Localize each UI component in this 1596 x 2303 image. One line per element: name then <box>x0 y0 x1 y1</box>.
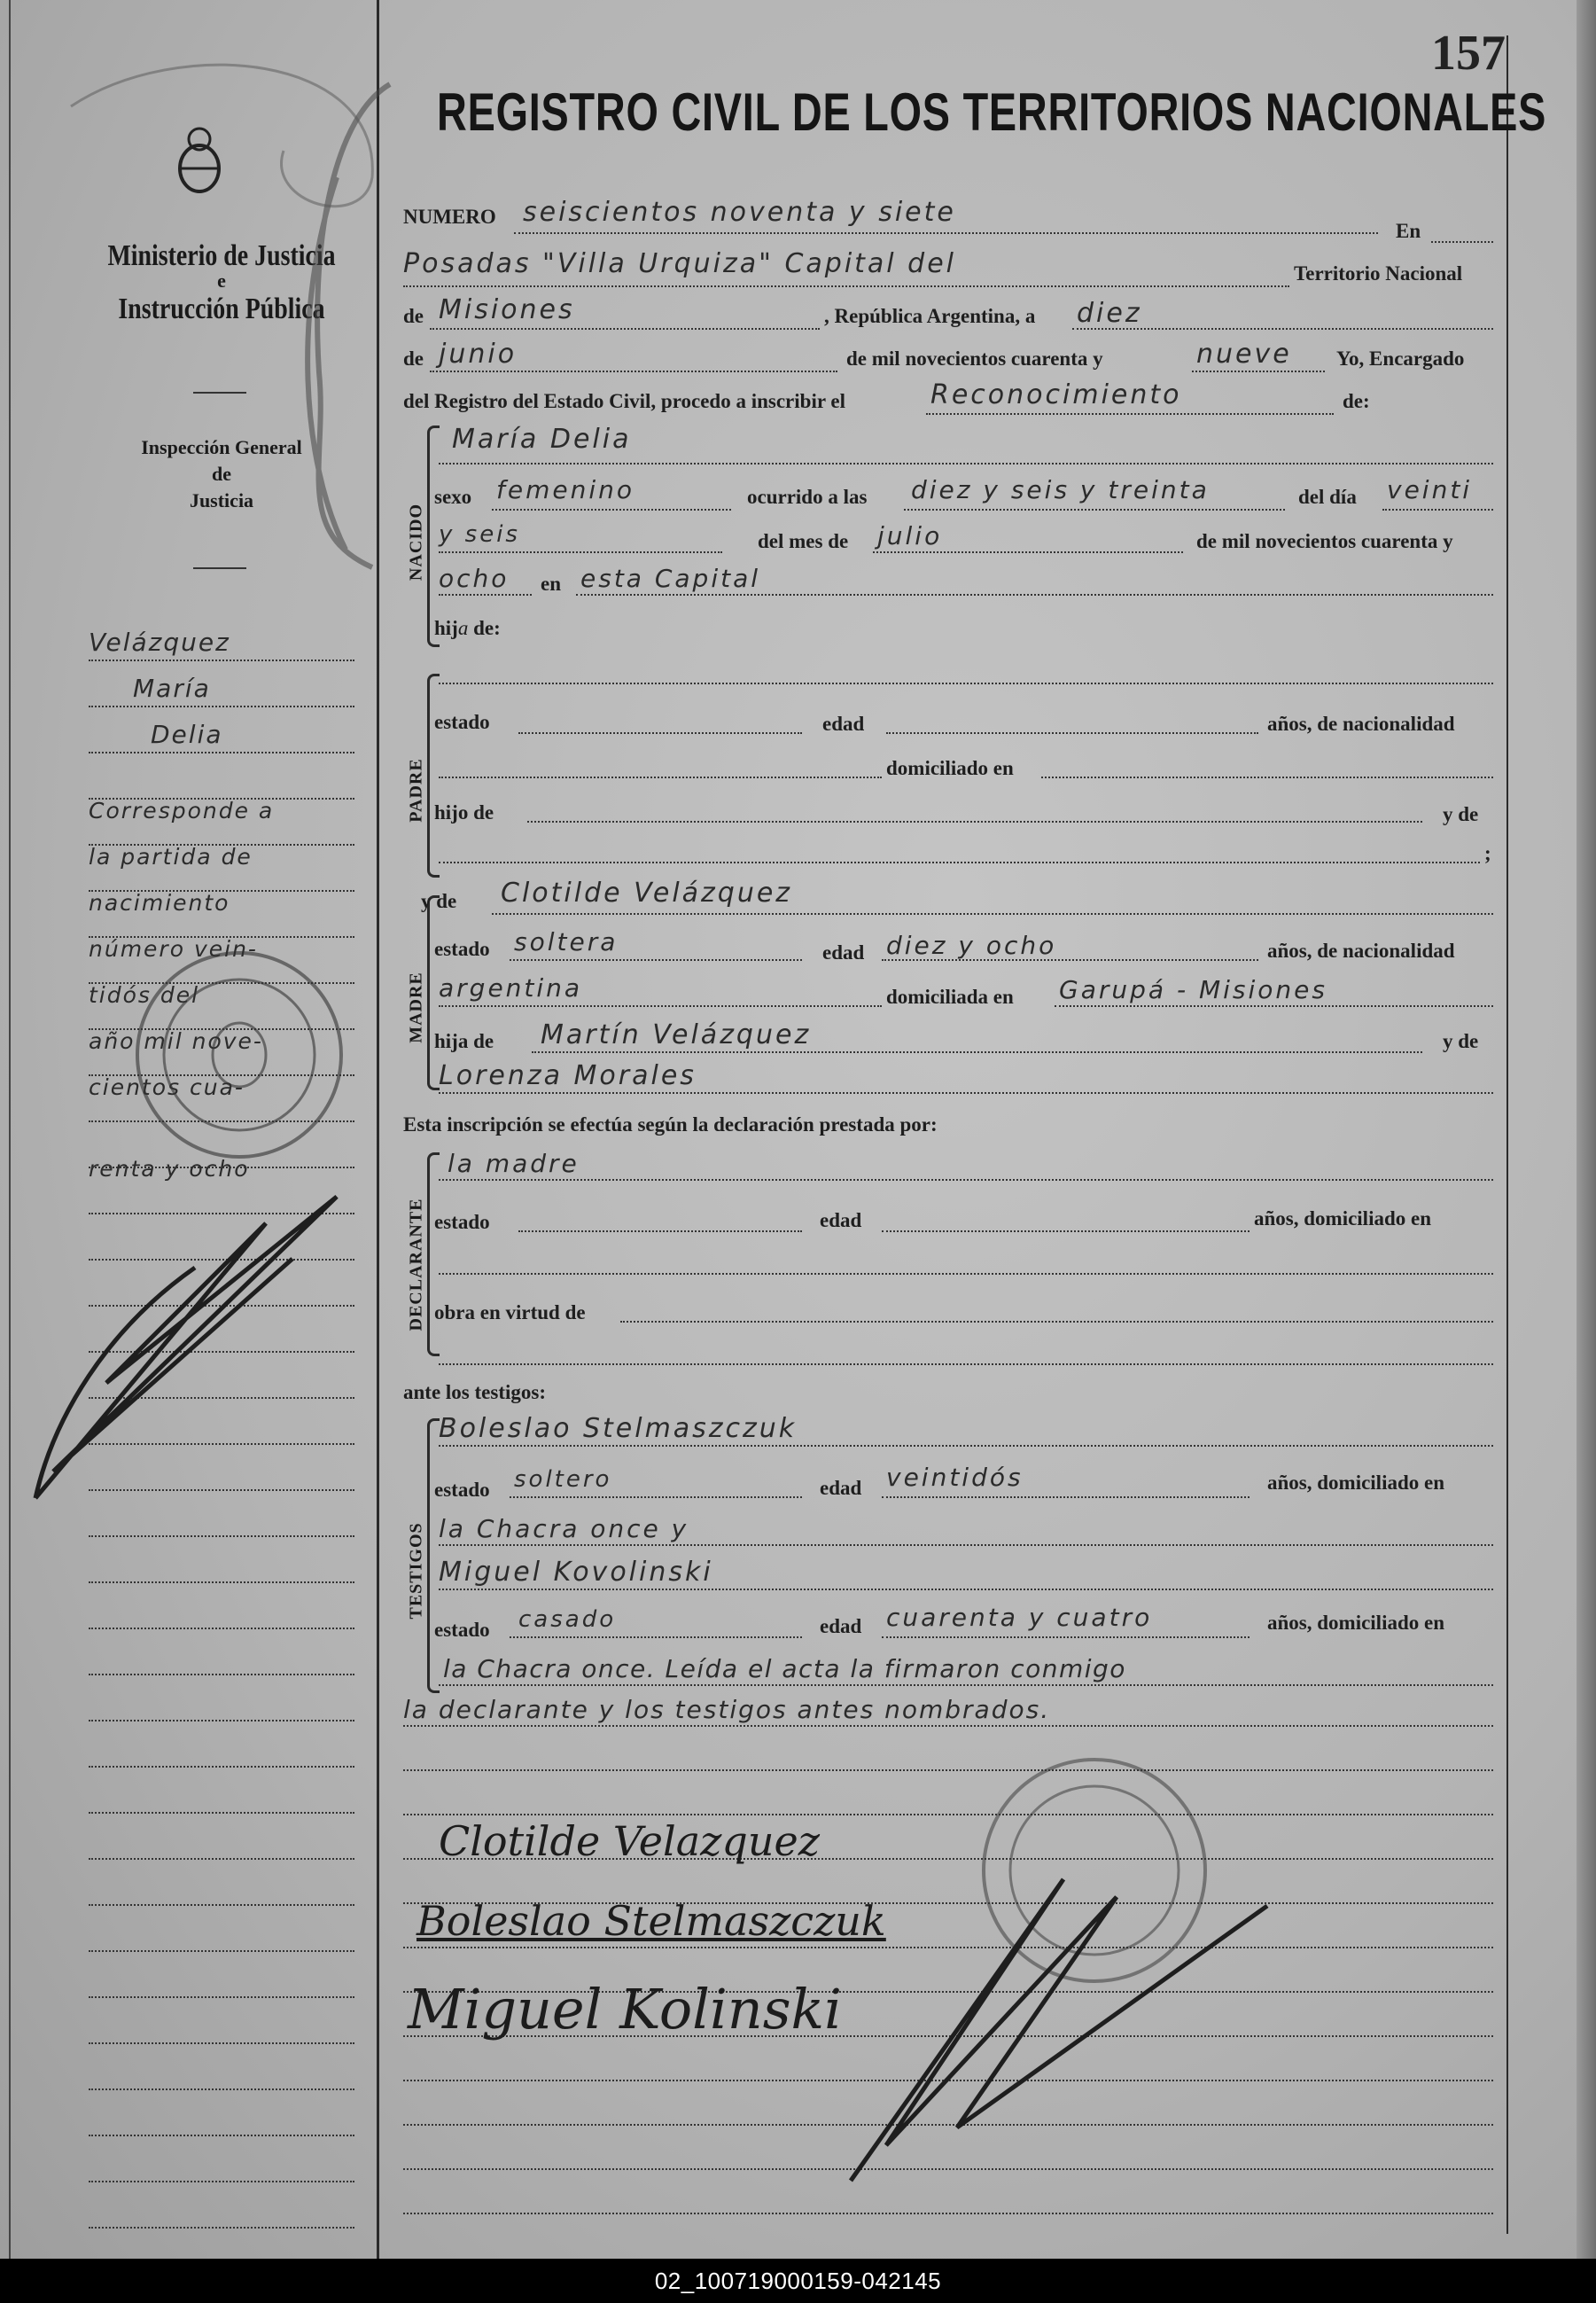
margin-rule <box>89 1489 354 1491</box>
t2-name: Miguel Kovolinski <box>439 1557 713 1588</box>
declarante-estado-label: estado <box>434 1211 490 1233</box>
padre-label: PADRE <box>406 758 426 823</box>
t2-domicilio: la Chacra once. Leída el acta la firmaron conmigo <box>443 1654 1126 1683</box>
lugar-value: esta Capital <box>580 564 761 593</box>
hijo-de: de: <box>473 617 501 639</box>
margin-rule <box>89 798 354 800</box>
t2-edad-line <box>882 1636 1250 1638</box>
t1-edad-label: edad <box>820 1477 862 1499</box>
hijo-suffix: a <box>457 617 469 639</box>
margin-rule <box>89 2135 354 2136</box>
sexo-label: sexo <box>434 486 472 508</box>
madre-hija-label: hija de <box>434 1030 494 1052</box>
margin-rule <box>89 752 354 753</box>
madre-madre-value: Lorenza Morales <box>439 1060 697 1091</box>
territorio-label: Territorio Nacional <box>1294 262 1463 285</box>
margin-note-line: tidós del <box>89 982 200 1008</box>
left-binding-line <box>9 0 11 2259</box>
margin-rule <box>89 1904 354 1906</box>
padre-name-line <box>439 683 1493 684</box>
nacido-name: María Delia <box>452 424 632 455</box>
republica-label: , República Argentina, a <box>824 305 1036 327</box>
margin-rule <box>89 1628 354 1629</box>
en-label: En <box>1396 220 1421 242</box>
margin-rule <box>89 1028 354 1030</box>
madre-estado-label: estado <box>434 938 490 960</box>
place-line <box>403 285 1289 287</box>
declaracion-intro: Esta inscripción se efectúa según la declaración prestada por: <box>403 1113 938 1136</box>
margin-rule <box>89 1120 354 1122</box>
padre-bracket <box>427 674 440 878</box>
margin-rule <box>89 1720 354 1721</box>
margin-rule <box>89 1858 354 1860</box>
column-divider <box>377 0 379 2259</box>
margin-rule <box>89 890 354 892</box>
margin-note-line: año mil nove- <box>89 1028 263 1054</box>
madre-madre-line <box>439 1092 1493 1094</box>
margin-note-line: Delia <box>151 720 223 749</box>
madre-domiciliada-label: domiciliada en <box>886 986 1014 1008</box>
padre-y-de: y de <box>1443 803 1479 825</box>
de-label: de <box>403 305 424 327</box>
t1-estado-label: estado <box>434 1479 490 1501</box>
t1-edad-line <box>882 1496 1250 1498</box>
nacido-name-line <box>439 463 1493 465</box>
madre-padre-line <box>532 1051 1422 1053</box>
margin-rule <box>89 1074 354 1076</box>
madre-dom-line <box>1055 1005 1493 1007</box>
padre-dom-line <box>1041 777 1493 778</box>
nacido-bracket <box>427 425 440 647</box>
nacido-label: NACIDO <box>406 503 426 582</box>
testigos-bracket <box>427 1418 440 1693</box>
madre-estado-line <box>510 959 802 961</box>
madre-y-de: y de <box>421 890 457 912</box>
ministry-line1: Ministerio de Justicia <box>107 239 336 272</box>
day-line <box>1072 328 1493 330</box>
padre-nacionalidad-label: años, de nacionalidad <box>1267 713 1455 735</box>
ocurrido-label: ocurrido a las <box>747 486 868 508</box>
signature-miguel: Miguel Kolinski <box>408 1977 842 2041</box>
signature-rule <box>403 1814 1493 1815</box>
t1-estado-line <box>510 1496 802 1498</box>
inspection-heading <box>89 434 354 514</box>
signature-rule <box>403 2080 1493 2081</box>
padre-estado-line <box>518 732 802 734</box>
month-value: junio <box>439 339 518 370</box>
en-label-2: en <box>541 573 561 595</box>
madre-domicilio-value: Garupá - Misiones <box>1059 975 1327 1004</box>
margin-rule <box>89 2088 354 2090</box>
de2-label: de <box>403 347 424 370</box>
dia2-line <box>439 551 722 553</box>
place-value: Posadas "Villa Urquiza" Capital del <box>403 248 957 279</box>
t1-domicilio: la Chacra once y <box>439 1514 689 1543</box>
margin-note-line: María <box>133 674 211 703</box>
madre-edad-value: diez y ocho <box>886 931 1057 960</box>
t2-edad: cuarenta y cuatro <box>886 1603 1153 1632</box>
closing-line <box>403 1725 1493 1727</box>
dia-value: veinti <box>1387 475 1473 504</box>
declarante-line <box>439 1179 1493 1181</box>
ministry-line2: e <box>217 269 226 292</box>
year-line <box>1192 371 1325 372</box>
madre-nacionalidad-label: años, de nacionalidad <box>1267 940 1455 962</box>
margin-note-line: Velázquez <box>89 628 230 657</box>
closing-text: la declarante y los testigos antes nombrados. <box>403 1695 1051 1724</box>
signature-rule <box>403 2213 1493 2214</box>
dia-value2: y seis <box>439 521 520 548</box>
page-title: REGISTRO CIVIL DE LOS TERRITORIOS NACIONALES <box>437 82 1547 142</box>
margin-rule <box>89 1535 354 1537</box>
declarante-label: DECLARANTE <box>406 1198 426 1331</box>
t1-edad: veintidós <box>886 1463 1024 1492</box>
declarante-estado-line <box>518 1230 802 1232</box>
testigos-label: TESTIGOS <box>406 1522 426 1620</box>
padre-y-de-line <box>439 862 1480 863</box>
numero-value: seiscientos noventa y siete <box>523 197 956 228</box>
en-line <box>1431 241 1493 243</box>
scan-footer-label: 02_100719000159-042145 <box>0 2259 1596 2303</box>
margin-rule <box>89 660 354 661</box>
margin-rule <box>89 2181 354 2182</box>
padre-edad-label: edad <box>822 713 865 735</box>
madre-name: Clotilde Velázquez <box>501 878 793 909</box>
t1-name: Boleslao Stelmaszczuk <box>439 1413 798 1444</box>
sidebar-divider <box>193 392 246 394</box>
inspection-line2: de <box>212 463 231 485</box>
margin-note-line: número vein- <box>89 936 258 962</box>
t2-name-line <box>439 1589 1493 1590</box>
margin-rule <box>89 1351 354 1353</box>
folio-number: 157 <box>1431 26 1506 81</box>
margin-rule <box>89 1259 354 1261</box>
margin-rule <box>89 1950 354 1952</box>
padre-domiciliado-label: domiciliado en <box>886 757 1014 779</box>
act-line <box>926 413 1334 415</box>
sidebar-divider <box>193 567 246 569</box>
month-line <box>430 371 837 372</box>
dia-label: del día <box>1298 486 1357 508</box>
margin-rule <box>89 1443 354 1445</box>
sexo-value: femenino <box>496 475 635 504</box>
hora-value: diez y seis y treinta <box>911 475 1210 504</box>
mes-value: julio <box>877 521 943 550</box>
declarante-edad-line <box>882 1230 1250 1232</box>
numero-label: NUMERO <box>403 206 496 228</box>
madre-edad-label: edad <box>822 941 865 964</box>
madre-edad-line <box>882 959 1258 961</box>
t2-dom-line <box>439 1684 1493 1686</box>
lugar-line <box>576 594 1493 596</box>
t2-edad-label: edad <box>820 1615 862 1637</box>
margin-note-line: renta y ocho <box>89 1156 250 1182</box>
padre-edad-line <box>886 732 1258 734</box>
t2-estado-line <box>510 1636 802 1638</box>
margin-rule <box>89 1812 354 1814</box>
registro-label: del Registro del Estado Civil, procedo a inscribir el <box>403 390 845 412</box>
margin-note-line: Corresponde a <box>89 798 275 824</box>
margin-note-line: cientos cua- <box>89 1074 245 1100</box>
padre-hijo-label: hijo de <box>434 801 494 824</box>
dia-line <box>1382 509 1493 511</box>
margin-rule <box>89 1167 354 1168</box>
pen-strokes-left <box>35 1197 337 1498</box>
hijo-label <box>434 617 501 640</box>
margin-rule <box>89 1397 354 1399</box>
hijo-label-text: hij <box>434 617 458 639</box>
year-label: de mil novecientos cuarenta y <box>846 347 1103 370</box>
t2-domicilio-label: años, domiciliado en <box>1267 1612 1445 1634</box>
signature-rule <box>403 1947 1493 1948</box>
margin-rule <box>89 1213 354 1214</box>
madre-nac-line <box>439 1005 882 1007</box>
padre-semicolon: ; <box>1484 842 1491 864</box>
t1-domicilio-label: años, domiciliado en <box>1267 1472 1445 1494</box>
obra-line-2 <box>439 1363 1493 1365</box>
inspection-line3: Justicia <box>189 489 254 511</box>
signature-boleslao: Boleslao Stelmaszczuk <box>417 1897 886 1945</box>
declarante-dom-line <box>439 1273 1493 1275</box>
madre-bracket <box>427 895 440 1090</box>
act-value: Reconocimiento <box>930 379 1182 410</box>
margin-note-line: la partida de <box>89 844 253 870</box>
madre-estado-value: soltera <box>514 927 619 956</box>
t2-estado-label: estado <box>434 1619 490 1641</box>
madre-name-line <box>492 913 1493 915</box>
t1-estado: soltero <box>514 1466 612 1493</box>
testigos-intro: ante los testigos: <box>403 1381 546 1403</box>
sexo-line <box>492 509 731 511</box>
margin-rule <box>89 1581 354 1583</box>
margin-rule <box>89 844 354 846</box>
signature-rule <box>403 2168 1493 2170</box>
declarante-bracket <box>427 1152 440 1356</box>
nacido-year-line <box>439 594 532 596</box>
mes-line <box>873 551 1183 553</box>
margin-rule <box>89 1766 354 1768</box>
right-margin-line <box>1506 35 1508 2234</box>
nacido-year-value: ocho <box>439 564 510 593</box>
madre-nacionalidad-value: argentina <box>439 973 583 1003</box>
padre-nac-line <box>439 777 882 778</box>
t1-dom-line <box>439 1544 1493 1546</box>
page-edge-shadow <box>1577 0 1596 2259</box>
year-value: nueve <box>1196 339 1292 370</box>
encargado-label: Yo, Encargado <box>1336 347 1465 370</box>
declarante-value: la madre <box>448 1149 580 1178</box>
declarante-edad-label: edad <box>820 1209 862 1231</box>
signature-rule <box>403 2124 1493 2126</box>
pen-strokes-right <box>851 1879 1267 2181</box>
numero-line <box>514 232 1378 234</box>
signature-rule <box>403 1769 1493 1771</box>
inspection-line1: Inspección General <box>141 436 302 458</box>
obra-line <box>620 1321 1493 1323</box>
margin-note-line: nacimiento <box>89 890 230 916</box>
obra-label: obra en virtud de <box>434 1301 586 1323</box>
de-colon: de: <box>1343 390 1370 412</box>
mes-label: del mes de <box>758 530 849 552</box>
t1-name-line <box>439 1445 1493 1447</box>
margin-rule <box>89 706 354 707</box>
margin-rule <box>89 2227 354 2229</box>
padre-hijo-line <box>527 821 1422 823</box>
ministry-heading <box>80 239 363 326</box>
ministry-line3: Instrucción Pública <box>118 293 325 325</box>
declarante-domiciliado-label: años, domiciliado en <box>1254 1207 1432 1230</box>
province-value: Misiones <box>439 294 575 325</box>
margin-rule <box>89 936 354 938</box>
margin-rule <box>89 982 354 984</box>
margin-rule <box>89 2042 354 2044</box>
hora-line <box>904 509 1285 511</box>
padre-estado-label: estado <box>434 711 490 733</box>
madre-y-de2: y de <box>1443 1030 1479 1052</box>
margin-rule <box>89 1674 354 1675</box>
madre-padre-value: Martín Velázquez <box>541 1019 812 1050</box>
t2-estado: casado <box>518 1606 617 1633</box>
signature-clotilde: Clotilde Velazquez <box>439 1817 820 1865</box>
margin-rule <box>89 1996 354 1998</box>
province-line <box>430 328 820 330</box>
day-value: diez <box>1077 298 1142 329</box>
margin-rule <box>89 1305 354 1307</box>
nacido-year-label: de mil novecientos cuarenta y <box>1196 530 1453 552</box>
pen-loop-top <box>71 65 372 206</box>
madre-label: MADRE <box>406 972 426 1043</box>
